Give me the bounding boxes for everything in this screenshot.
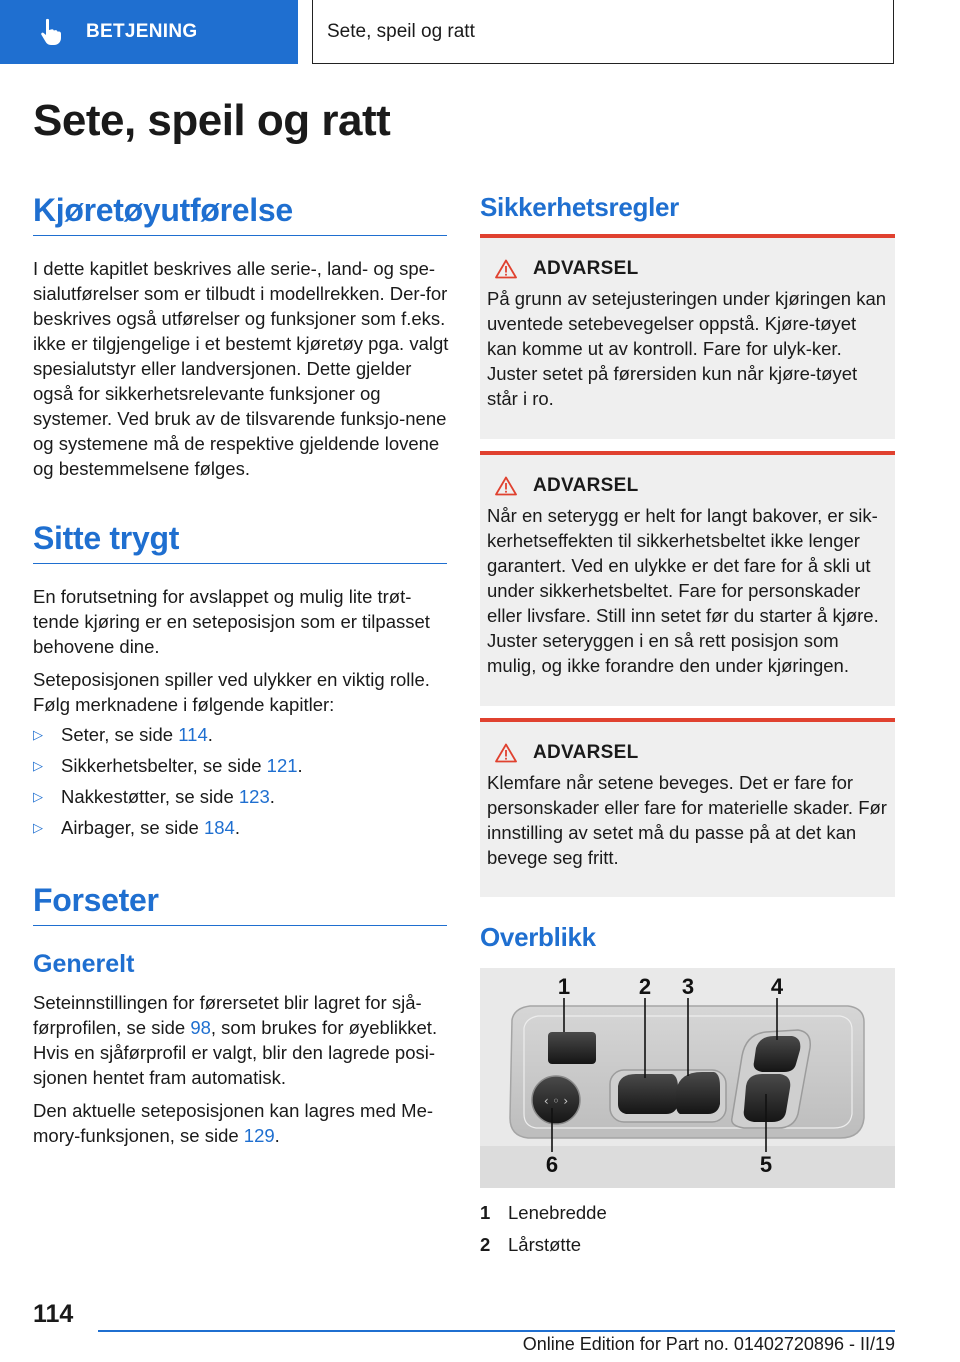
chapter-label: Sete, speil og ratt	[327, 20, 475, 42]
legend-item	[480, 1200, 607, 1232]
footer-edition: Online Edition for Part no. 01402720896 - II/19	[522, 1334, 895, 1354]
chapter-list	[33, 722, 303, 846]
list-item: ▷ Seter, se side 114.	[33, 722, 303, 753]
heading-sikkerhetsregler: Sikkerhetsregler	[480, 192, 679, 222]
heading-generelt: Generelt	[33, 950, 135, 978]
list-item: ▷ Nakkestøtter, se side 123.	[33, 784, 303, 815]
triangle-bullet-icon: ▷	[33, 727, 43, 742]
section-label: BETJENING	[86, 21, 198, 42]
callout-3: 3	[681, 974, 695, 999]
warning-triangle-icon	[495, 743, 517, 763]
triangle-bullet-icon: ▷	[33, 758, 43, 773]
paragraph-generelt-2: Den aktuelle seteposisjonen kan lagres med Me-mory-funksjonen, se side 129.	[33, 1100, 434, 1146]
page-link[interactable]: 184	[203, 817, 235, 838]
warning-title: ADVARSEL	[533, 742, 639, 763]
warning-title: ADVARSEL	[533, 475, 639, 496]
warning-triangle-icon	[495, 476, 517, 496]
list-item: ▷ Airbager, se side 184.	[33, 815, 303, 846]
list-item: ▷ Sikkerhetsbelter, se side 121.	[33, 753, 303, 784]
legend-number: 2	[480, 1234, 491, 1255]
paragraph-sitte-2: Seteposisjonen spiller ved ulykker en viktig rolle. Følg merknadene i følgende kapitler:	[33, 669, 430, 715]
heading-sitte-trygt: Sitte trygt	[33, 520, 447, 564]
backrest-button	[744, 1074, 791, 1122]
callout-6: 6	[545, 1152, 559, 1177]
triangle-bullet-icon: ▷	[33, 820, 43, 835]
seat-adjust-button	[676, 1072, 720, 1114]
warning-box	[480, 234, 895, 439]
seat-controls-diagram	[480, 968, 895, 1188]
legend-number: 1	[480, 1202, 491, 1223]
heading-overblikk: Overblikk	[480, 922, 596, 952]
paragraph-kjoretoy: I dette kapitlet beskrives alle serie-, land- og spe-sialutførelser som er tilbudt i modellrekken. Der-for beskrives også utførelser og funksjoner som f.eks. ikke er tilgjengelige i et bestemt kjøretøy pga. valgt spesialutstyr eller landversjonen. Dette gjelder også for sikkerhetsrelevante funksjoner og systemer. Ved bruk av de tilsvarende funksjo-nene og systemene må de respektive gjeldende lovene og bestemmelsene følges.	[33, 258, 449, 479]
legend-label: Lenebredde	[508, 1202, 607, 1223]
page-title: Sete, speil og ratt	[33, 96, 391, 145]
hand-pointer-icon	[36, 17, 66, 47]
paragraph-sitte-1: En forutsetning for avslappet og mulig lite trøt-tende kjøring er en seteposisjon som er tilpasset behovene dine.	[33, 586, 430, 657]
page-link[interactable]: 98	[190, 1017, 211, 1038]
heading-kjoretoy: Kjøretøyutførelse	[33, 192, 447, 236]
warning-text: Klemfare når setene beveges. Det er fare for personskader eller fare for materielle skader. Før innstilling av setet må du passe på at det kan bevege seg fritt.	[487, 772, 887, 868]
page-link[interactable]: 114	[178, 724, 208, 745]
page-link[interactable]: 123	[238, 786, 270, 807]
paragraph-generelt-1: Seteinnstillingen for førersetet blir lagret for sjå-førprofilen, se side 98, som brukes for øyeblikket. Hvis en sjåførprofil er valgt, blir den lagrede posi-sjonen hentet fram automatisk.	[33, 992, 438, 1088]
legend-list	[480, 1200, 607, 1264]
warning-title: ADVARSEL	[533, 258, 639, 279]
headrest-button	[754, 1036, 801, 1072]
lumbar-width-button	[548, 1032, 596, 1064]
seat-controls-illustration	[480, 968, 895, 1188]
thigh-support-button	[618, 1074, 678, 1114]
warning-text: På grunn av setejusteringen under kjøringen kan uventede setebevegelser oppstå. Kjøre-tøyet kan komme ut av kontroll. Fare for ulyk-ker. Juster setet på førersiden kun når kjøre-tøyet står i ro.	[487, 288, 887, 409]
chapter-header	[312, 0, 894, 64]
heading-forseter: Forseter	[33, 882, 447, 926]
callout-4: 4	[770, 974, 784, 999]
page-link[interactable]: 129	[243, 1125, 275, 1146]
callout-2: 2	[638, 974, 652, 999]
page-number: 114	[33, 1300, 74, 1328]
page-link[interactable]: 121	[266, 755, 298, 776]
warning-text: Når en seterygg er helt for langt bakover, er sik-kerhetseffekten til sikkerhetsbeltet ikke lenger garantert. Ved en ulykke er det fare for å skli ut under sikkerhetsbeltet. Fare for personskader eller livsfare. Still inn setet før du starter å kjøre. Juster seteryggen i en så rett posisjon som mulig, og ikke forandre den under kjøringen.	[487, 505, 879, 676]
section-tab	[0, 0, 298, 64]
triangle-bullet-icon: ▷	[33, 789, 43, 804]
svg-text:‹ ◦ ›: ‹ ◦ ›	[543, 1094, 569, 1108]
warning-box	[480, 718, 895, 897]
footer-rule	[98, 1330, 895, 1332]
legend-item	[480, 1232, 607, 1264]
warning-box	[480, 451, 895, 706]
warning-triangle-icon	[495, 259, 517, 279]
callout-5: 5	[759, 1152, 773, 1177]
legend-label: Lårstøtte	[508, 1234, 581, 1255]
callout-1: 1	[557, 974, 571, 999]
